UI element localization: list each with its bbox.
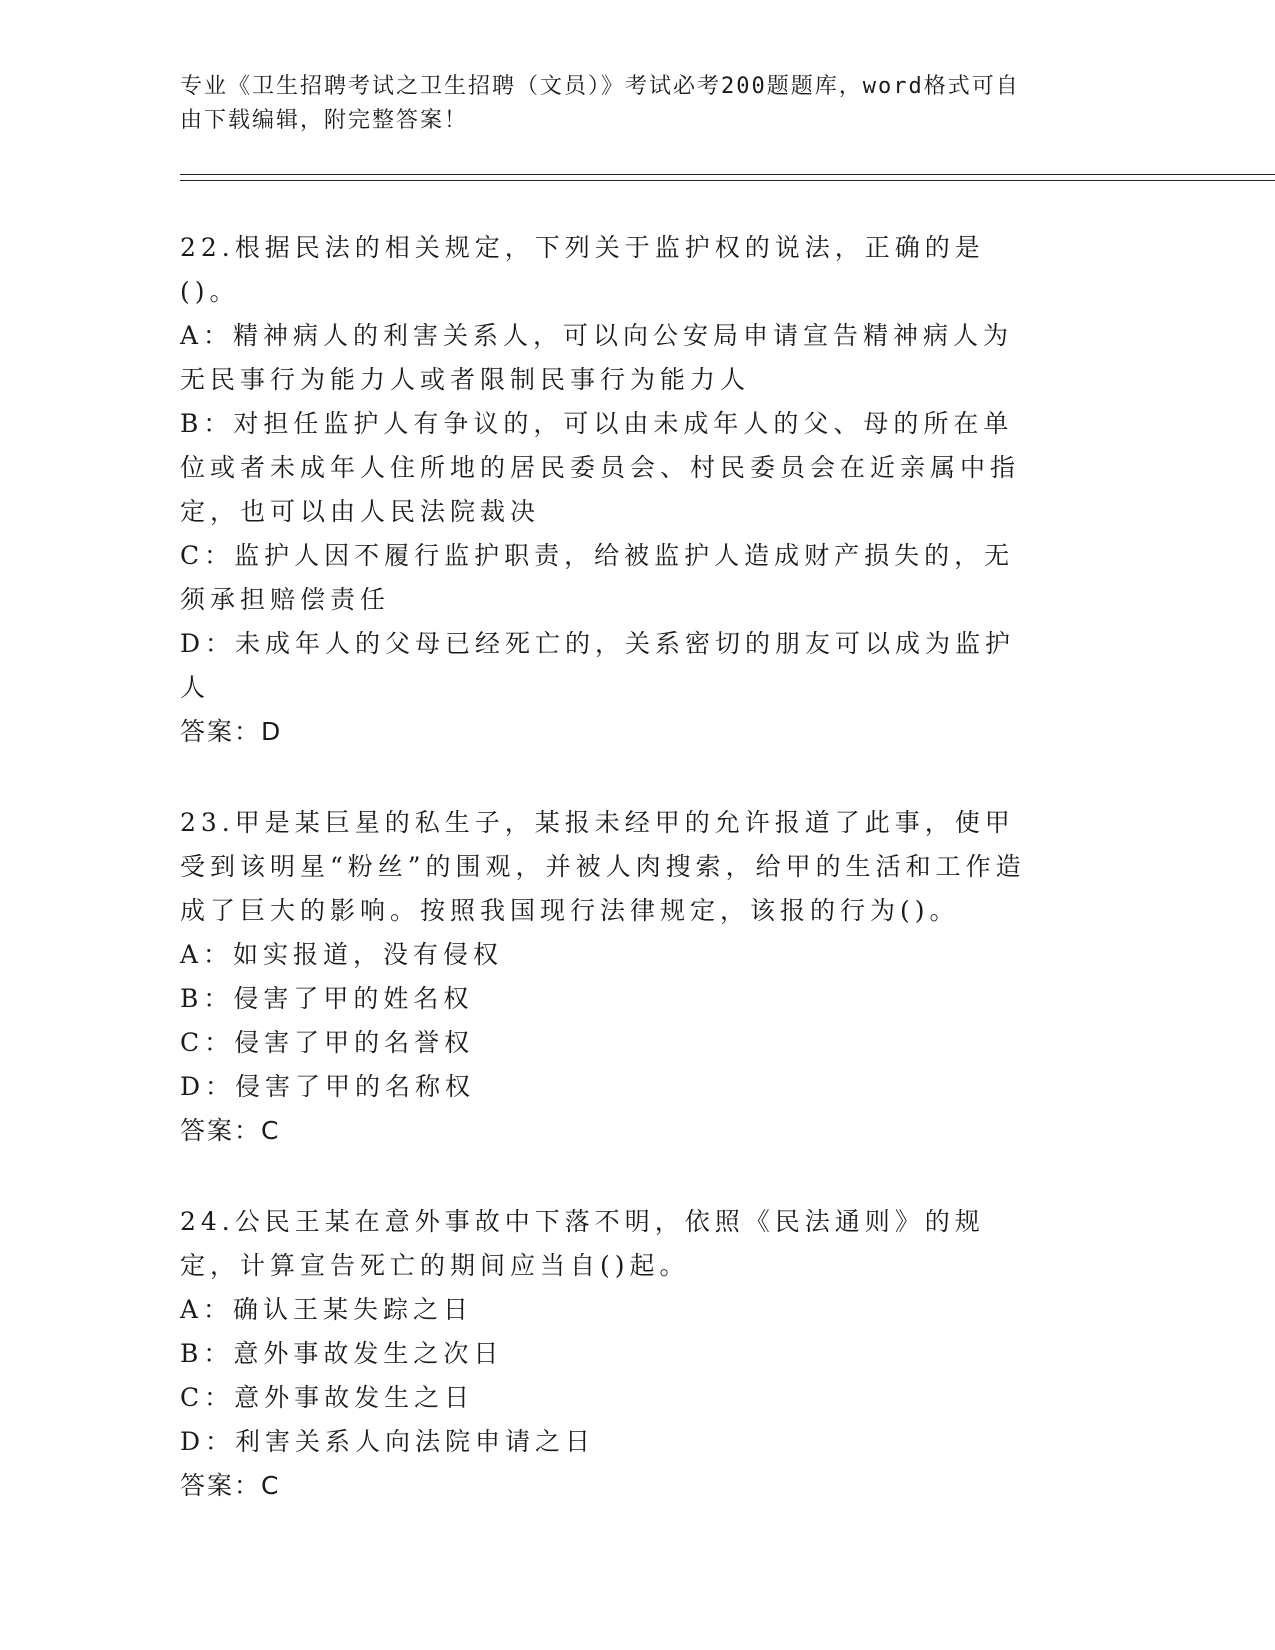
question-stem: 23.甲是某巨星的私生子，某报未经甲的允许报道了此事，使甲受到该明星“粉丝”的围观，并被人肉搜索，给甲的生活和工作造成了巨大的影响。按照我国现行法律规定，该报的行为()。 [180,808,1026,925]
option-a: A：精神病人的利害关系人，可以向公安局申请宣告精神病人为无民事行为能力人或者限制民事行为能力人 [180,321,1014,394]
header-divider-bottom [180,180,1275,181]
option-c: C：监护人因不履行监护职责，给被监护人造成财产损失的，无须承担赔偿责任 [180,541,1015,614]
option-b: B：侵害了甲的姓名权 [180,984,474,1013]
header-divider-top [180,174,1275,175]
option-b: B：意外事故发生之次日 [180,1339,504,1368]
document-header: 专业《卫生招聘考试之卫生招聘（文员）》考试必考200题题库，word格式可自由下载编辑，附完整答案！ [180,74,1020,133]
option-c: C：意外事故发生之日 [180,1383,475,1412]
option-a: A：如实报道，没有侵权 [180,940,504,969]
question-24 [180,1200,1040,1508]
question-stem: 24.公民王某在意外事故中下落不明，依照《民法通则》的规定，计算宣告死亡的期间应当自()起。 [180,1207,985,1280]
option-c: C：侵害了甲的名誉权 [180,1028,475,1057]
question-22 [180,226,1040,754]
question-23 [180,801,1040,1153]
option-d: D：未成年人的父母已经死亡的，关系密切的朋友可以成为监护人 [180,629,1016,702]
option-d: D：利害关系人向法院申请之日 [180,1427,596,1456]
option-b: B：对担任监护人有争议的，可以由未成年人的父、母的所在单位或者未成年人住所地的居民委员会、村民委员会在近亲属中指定，也可以由人民法院裁决 [180,409,1021,526]
option-a: A：确认王某失踪之日 [180,1295,474,1324]
option-d: D：侵害了甲的名称权 [180,1072,476,1101]
question-stem: 22.根据民法的相关规定，下列关于监护权的说法，正确的是()。 [180,233,985,306]
answer-label: 答案：D [180,717,283,746]
question-list [180,226,1040,1555]
answer-label: 答案：C [180,1116,281,1145]
answer-label: 答案：C [180,1471,281,1500]
